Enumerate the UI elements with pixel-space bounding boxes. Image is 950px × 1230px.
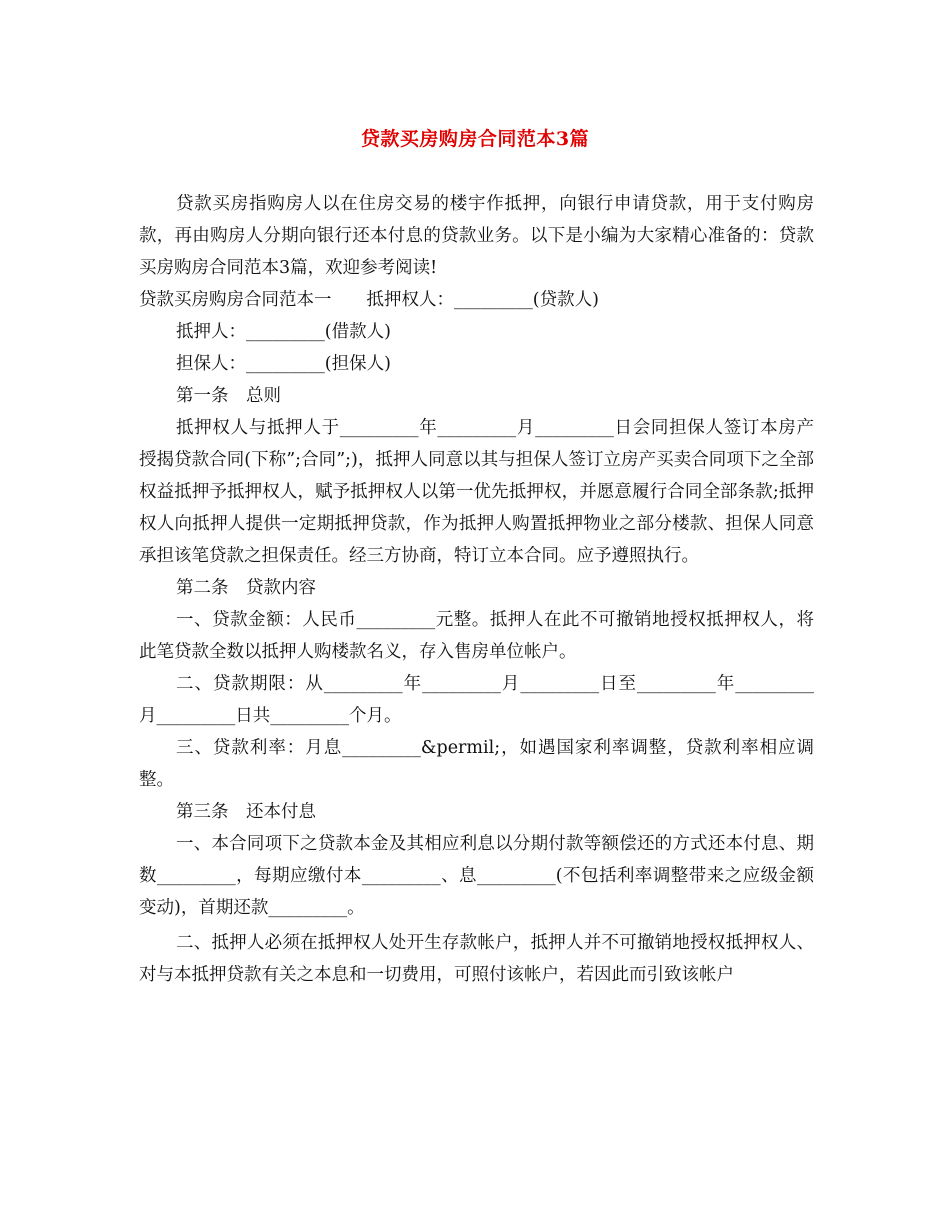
loan-amount-clause: 一、贷款金额：人民币_________元整。抵押人在此不可撤销地授权抵押权人，将此笔贷款全数以抵押人购楼款名义，存入售房单位帐户。	[139, 610, 814, 662]
article-2-heading: 第二条 贷款内容	[176, 578, 316, 598]
article-3-heading: 第三条 还本付息	[176, 802, 316, 822]
intro-paragraph: 贷款买房指购房人以在住房交易的楼宇作抵押，向银行申请贷款，用于支付购房款，再由购房人分期向银行还本付息的贷款业务。以下是小编为大家精心准备的：贷款买房购房合同范本3篇，欢迎参考阅读!	[139, 194, 814, 278]
repayment-clause-1: 一、本合同项下之贷款本金及其相应利息以分期付款等额偿还的方式还本付息、期数_________，每期应缴付本_________、息_________(不包括利率调整带来之应级金额变动)，首期还款_________。	[139, 834, 814, 918]
loan-term-clause: 二、贷款期限：从_________年_________月_________日至_________年_________月_________日共_________个月。	[139, 674, 814, 726]
document-title: 贷款买房购房合同范本3篇	[360, 128, 590, 150]
article-1-heading: 第一条 总则	[176, 386, 281, 406]
party-mortgagor: 抵押人：_________(借款人)	[176, 322, 391, 342]
repayment-clause-2: 二、抵押人必须在抵押权人处开生存款帐户，抵押人并不可撤销地授权抵押权人、对与本抵押贷款有关之本息和一切费用，可照付该帐户，若因此而引致该帐户	[139, 933, 814, 985]
party-guarantor: 担保人：_________(担保人)	[176, 354, 391, 374]
contract-header-mortgagee: 贷款买房购房合同范本一 抵押权人：_________(贷款人)	[139, 290, 599, 310]
document-body	[139, 188, 814, 991]
loan-rate-clause: 三、贷款利率：月息_________&permil;，如遇国家利率调整，贷款利率相应调整。	[139, 738, 814, 790]
article-1-text: 抵押权人与抵押人于_________年_________月_________日会同担保人签订本房产授揭贷款合同(下称”;合同”;)，抵押人同意以其与担保人签订立房产买卖合同项下之全部权益抵押予抵押权人，赋予抵押权人以第一优先抵押权，并愿意履行合同全部条款;抵押权人向抵押人提供一定期抵押贷款，作为抵押人购置抵押物业之部分楼款、担保人同意承担该笔贷款之担保责任。经三方协商，特订立本合同。应予遵照执行。	[139, 418, 814, 566]
